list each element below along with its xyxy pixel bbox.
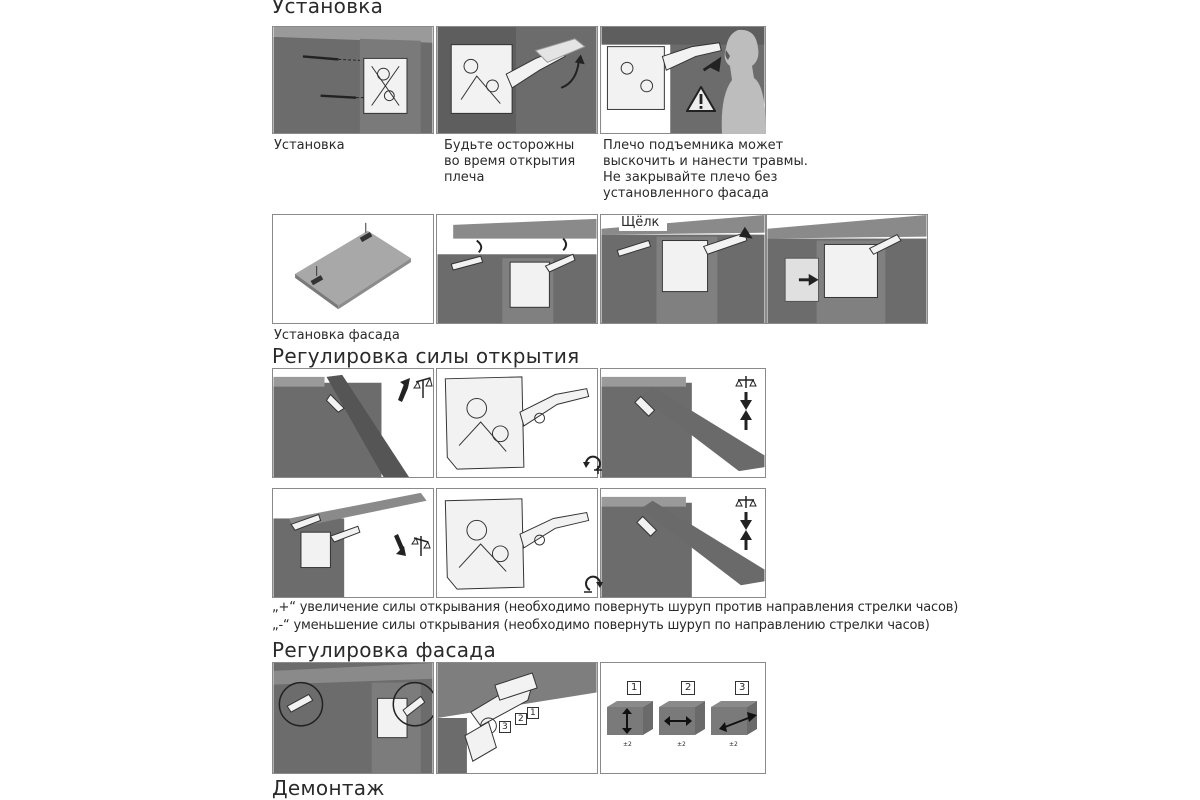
person-icon	[716, 26, 766, 134]
panel-facade-attach	[436, 214, 598, 324]
rotate-arrow-icon-plus	[582, 452, 604, 474]
note-minus: „-“ уменьшение силы открывания (необходимо повернуть шуруп по направлению стрелки часов)	[272, 618, 930, 633]
adjust-num-2: 2	[681, 681, 695, 695]
adjust-num-1: 1	[627, 681, 641, 695]
scale-arrow-icon-2	[734, 494, 758, 554]
adjust-box-depth	[711, 701, 759, 737]
scale-increase-icon	[394, 374, 434, 404]
panel-install-open	[436, 26, 598, 134]
scale-decrease-icon	[392, 530, 432, 560]
screw-label-1: 1	[527, 707, 539, 719]
adjust-tol-3: ±2	[729, 741, 738, 748]
section-title-force: Регулировка силы открытия	[272, 344, 580, 368]
panel-adjust-directions	[600, 662, 766, 774]
panel-force-increase-mech	[436, 368, 598, 478]
panel-facade-click	[600, 214, 766, 324]
panel-adjust-cabinet	[272, 662, 434, 774]
panel-adjust-screws	[436, 662, 598, 774]
panel-install-mount	[272, 26, 434, 134]
panel-force-decrease-mech	[436, 488, 598, 598]
screw-label-2: 2	[515, 713, 527, 725]
section-title-install: Установка	[272, 0, 384, 18]
adjust-box-horizontal	[659, 701, 707, 737]
panel-facade-closed	[766, 214, 928, 324]
caption-warning: Плечо подъемника может выскочить и нанести травмы. Не закрывайте плечо без установленного фасада	[603, 138, 808, 201]
adjust-tol-2: ±2	[677, 741, 686, 748]
note-plus: „+“ увеличение силы открывания (необходимо повернуть шуруп против направления стрелки часов)	[272, 600, 959, 615]
screw-label-3: 3	[499, 721, 511, 733]
caption-install: Установка	[274, 138, 345, 153]
panel-facade-board	[272, 214, 434, 324]
caption-careful: Будьте осторожны во время открытия плеча	[444, 138, 576, 185]
adjust-num-3: 3	[735, 681, 749, 695]
rotate-arrow-icon-minus	[582, 572, 604, 594]
caption-facade-install: Установка фасада	[274, 328, 400, 343]
warning-icon	[686, 86, 716, 112]
adjust-tol-1: ±2	[623, 741, 632, 748]
section-title-facade-adjust: Регулировка фасада	[272, 638, 496, 662]
scale-arrow-icon-1	[734, 374, 758, 434]
click-label: Щёлк	[619, 215, 667, 231]
adjust-box-vertical	[607, 701, 655, 737]
section-title-dismantle: Демонтаж	[272, 776, 385, 800]
